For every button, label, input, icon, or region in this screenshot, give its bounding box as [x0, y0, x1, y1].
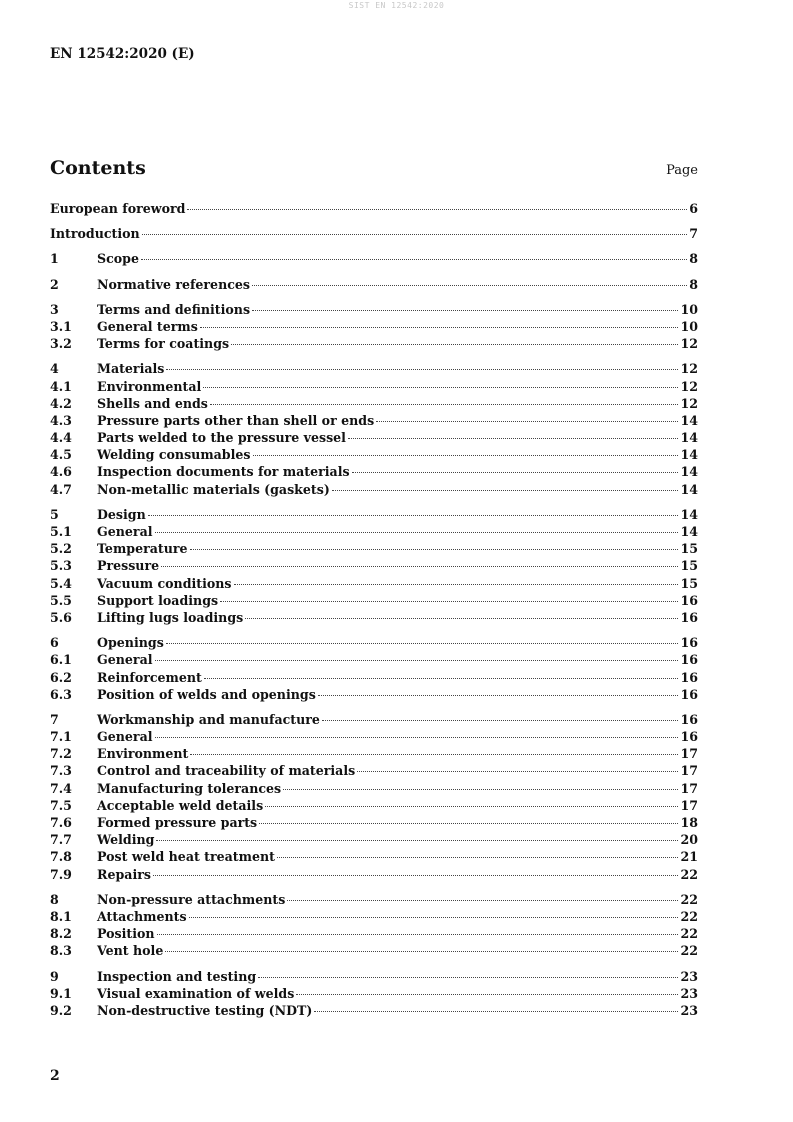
toc-entry-page: 8 — [689, 276, 698, 292]
toc-entry-title: European foreword — [50, 201, 186, 216]
toc-entry[interactable] — [50, 926, 698, 943]
toc-entry-title: Vent hole — [97, 943, 164, 959]
toc-entry[interactable] — [50, 201, 698, 218]
toc-entry-page: 22 — [680, 908, 698, 924]
contents-heading: Contents — [50, 157, 146, 179]
toc-entry-number: 5.1 — [50, 524, 72, 539]
toc-entry-number: 6.3 — [50, 686, 72, 702]
toc-entry-number: 7.2 — [50, 746, 72, 762]
toc-entry-number: 7.1 — [50, 729, 72, 745]
toc-dot-leader — [352, 472, 679, 473]
toc-entry-number: 4.4 — [50, 430, 72, 446]
page-column-label: Page — [666, 163, 698, 178]
toc-entry-title: Scope — [97, 251, 139, 267]
toc-entry-title: Reinforcement — [97, 669, 202, 685]
toc-entry-number: 4.7 — [50, 481, 72, 497]
toc-entry-number: 4.1 — [50, 378, 72, 394]
toc-entry-title: Lifting lugs loadings — [97, 609, 244, 625]
toc-dot-leader — [258, 977, 678, 978]
toc-dot-leader — [283, 789, 678, 790]
toc-dot-leader — [166, 369, 678, 370]
toc-entry-page: 12 — [680, 336, 698, 352]
table-of-contents — [50, 201, 698, 1020]
toc-entry[interactable] — [50, 687, 698, 704]
toc-entry[interactable] — [50, 277, 698, 294]
toc-dot-leader — [314, 1011, 678, 1012]
toc-entry-number: 5.4 — [50, 575, 72, 591]
toc-entry-number: 6 — [50, 635, 59, 651]
toc-entry[interactable] — [50, 558, 698, 575]
toc-dot-leader — [155, 532, 679, 533]
toc-dot-leader — [322, 720, 679, 721]
toc-entry-page: 16 — [680, 669, 698, 685]
toc-entry-number: 5.2 — [50, 541, 72, 557]
toc-entry-number: 9 — [50, 968, 59, 984]
toc-entry-page: 16 — [680, 635, 698, 651]
toc-entry-page: 14 — [680, 464, 698, 480]
toc-entry-number: 8 — [50, 891, 59, 907]
toc-entry-page: 22 — [680, 943, 698, 959]
toc-entry-page: 22 — [680, 866, 698, 882]
toc-entry-page: 22 — [680, 926, 698, 942]
toc-entry-number: 2 — [50, 276, 59, 292]
toc-entry-number: 9.1 — [50, 985, 72, 1001]
toc-dot-leader — [259, 823, 678, 824]
toc-entry-number: 3 — [50, 301, 59, 317]
toc-entry-page: 16 — [680, 711, 698, 727]
toc-entry-number: 8.2 — [50, 926, 72, 942]
toc-entry-title: Post weld heat treatment — [97, 849, 275, 865]
toc-entry-page: 16 — [680, 609, 698, 625]
toc-entry-title: Position of welds and openings — [97, 686, 316, 702]
toc-entry[interactable] — [50, 729, 698, 746]
toc-entry-title: Temperature — [97, 541, 188, 557]
toc-dot-leader — [141, 259, 687, 260]
toc-entry[interactable] — [50, 541, 698, 558]
toc-entry-page: 22 — [680, 891, 698, 907]
toc-entry[interactable] — [50, 1003, 698, 1020]
toc-entry-number: 3.2 — [50, 336, 72, 352]
toc-entry[interactable] — [50, 302, 698, 319]
toc-entry-number: 9.2 — [50, 1002, 72, 1018]
toc-entry-page: 21 — [680, 849, 698, 865]
page-number: 2 — [50, 1068, 60, 1084]
toc-dot-leader — [204, 678, 679, 679]
toc-dot-leader — [296, 994, 678, 995]
toc-entry[interactable] — [50, 986, 698, 1003]
toc-entry-number: 3.1 — [50, 318, 72, 334]
toc-entry[interactable] — [50, 464, 698, 481]
toc-entry-title: Non-destructive testing (NDT) — [97, 1002, 313, 1018]
toc-entry[interactable] — [50, 943, 698, 960]
toc-entry[interactable] — [50, 815, 698, 832]
toc-entry-page: 17 — [680, 797, 698, 813]
toc-entry[interactable] — [50, 379, 698, 396]
toc-dot-leader — [166, 643, 679, 644]
toc-entry-title: Normative references — [97, 276, 251, 292]
toc-dot-leader — [155, 737, 679, 738]
toc-dot-leader — [220, 601, 678, 602]
toc-dot-leader — [142, 234, 688, 235]
toc-entry[interactable] — [50, 781, 698, 798]
toc-entry-title: Visual examination of welds — [97, 985, 295, 1001]
toc-entry-number: 7.7 — [50, 832, 72, 848]
toc-entry-number: 4.6 — [50, 464, 72, 480]
toc-entry-title: Inspection and testing — [97, 968, 257, 984]
toc-entry-page: 17 — [680, 763, 698, 779]
toc-dot-leader — [187, 209, 687, 210]
toc-entry-title: Shells and ends — [97, 395, 208, 411]
toc-entry-title: General — [97, 729, 153, 745]
toc-entry[interactable] — [50, 712, 698, 729]
toc-entry-page: 17 — [680, 780, 698, 796]
toc-entry-number: 8.3 — [50, 943, 72, 959]
toc-entry[interactable] — [50, 909, 698, 926]
toc-entry-page: 12 — [680, 361, 698, 377]
toc-dot-leader — [245, 618, 678, 619]
toc-entry-title: Attachments — [97, 908, 187, 924]
toc-entry-title: Terms for coatings — [97, 336, 230, 352]
toc-entry-title: Position — [97, 926, 155, 942]
toc-entry[interactable] — [50, 652, 698, 669]
toc-entry-title: General terms — [97, 318, 198, 334]
toc-dot-leader — [234, 584, 679, 585]
toc-entry[interactable] — [50, 576, 698, 593]
toc-entry-page: 15 — [680, 541, 698, 557]
toc-entry-number: 7.5 — [50, 797, 72, 813]
toc-entry-page: 16 — [680, 592, 698, 608]
toc-entry-page: 16 — [680, 652, 698, 668]
toc-entry-title: Acceptable weld details — [97, 797, 264, 813]
toc-entry-number: 4.3 — [50, 412, 72, 428]
toc-dot-leader — [265, 806, 678, 807]
toc-entry[interactable] — [50, 746, 698, 763]
toc-entry[interactable] — [50, 251, 698, 268]
toc-entry-page: 16 — [680, 686, 698, 702]
toc-dot-leader — [155, 660, 679, 661]
toc-entry-title: Openings — [97, 635, 164, 651]
document-id: EN 12542:2020 (E) — [50, 46, 195, 62]
toc-entry-page: 23 — [680, 1002, 698, 1018]
toc-entry-title: General — [97, 652, 153, 668]
toc-entry-page: 14 — [680, 524, 698, 539]
toc-entry-page: 10 — [680, 318, 698, 334]
toc-entry[interactable] — [50, 798, 698, 815]
toc-dot-leader — [348, 438, 679, 439]
toc-entry[interactable] — [50, 524, 698, 541]
toc-entry-page: 14 — [680, 506, 698, 522]
toc-entry-title: Manufacturing tolerances — [97, 780, 282, 796]
toc-entry-title: Support loadings — [97, 592, 219, 608]
toc-entry-number: 7.3 — [50, 763, 72, 779]
toc-entry-title: Introduction — [50, 226, 140, 242]
toc-entry[interactable] — [50, 670, 698, 687]
toc-dot-leader — [318, 695, 679, 696]
toc-entry[interactable] — [50, 610, 698, 627]
toc-entry-title: Terms and definitions — [97, 301, 251, 317]
toc-entry-number: 8.1 — [50, 908, 72, 924]
toc-entry-page: 14 — [680, 412, 698, 428]
toc-entry-page: 17 — [680, 746, 698, 762]
toc-entry-page: 23 — [680, 968, 698, 984]
toc-entry-title: Parts welded to the pressure vessel — [97, 430, 346, 446]
toc-dot-leader — [253, 455, 679, 456]
toc-dot-leader — [376, 421, 678, 422]
toc-entry-page: 15 — [680, 575, 698, 591]
toc-entry-title: Inspection documents for materials — [97, 464, 350, 480]
toc-dot-leader — [190, 754, 678, 755]
toc-entry-page: 12 — [680, 395, 698, 411]
toc-entry[interactable] — [50, 635, 698, 652]
toc-entry[interactable] — [50, 507, 698, 524]
toc-dot-leader — [157, 934, 679, 935]
toc-dot-leader — [332, 490, 679, 491]
toc-entry-number: 7.4 — [50, 780, 72, 796]
toc-entry-page: 23 — [680, 985, 698, 1001]
toc-entry-number: 7.9 — [50, 866, 72, 882]
toc-dot-leader — [252, 285, 687, 286]
toc-entry-title: Welding consumables — [97, 447, 251, 463]
toc-entry-page: 14 — [680, 447, 698, 463]
toc-entry-title: Pressure — [97, 558, 160, 574]
watermark: SIST EN 12542:2020 — [348, 1, 445, 10]
toc-entry-number: 4 — [50, 361, 59, 377]
toc-entry-title: Non-pressure attachments — [97, 891, 286, 907]
toc-dot-leader — [277, 857, 679, 858]
toc-entry-page: 10 — [680, 301, 698, 317]
toc-dot-leader — [161, 566, 678, 567]
toc-entry-title: Formed pressure parts — [97, 815, 258, 830]
toc-entry-title: Control and traceability of materials — [97, 763, 356, 779]
toc-entry[interactable] — [50, 336, 698, 353]
toc-entry-number: 4.2 — [50, 395, 72, 411]
toc-entry-title: Welding — [97, 832, 155, 848]
toc-entry[interactable] — [50, 361, 698, 378]
toc-dot-leader — [153, 875, 679, 876]
toc-entry[interactable] — [50, 867, 698, 884]
toc-entry-number: 7.6 — [50, 815, 72, 830]
toc-entry-title: Environmental — [97, 378, 202, 394]
toc-entry-title: Materials — [97, 361, 165, 377]
toc-dot-leader — [357, 771, 678, 772]
toc-entry-page: 14 — [680, 430, 698, 446]
toc-entry-page: 18 — [680, 815, 698, 830]
toc-entry-page: 6 — [689, 201, 698, 216]
toc-entry-number: 5.5 — [50, 592, 72, 608]
toc-dot-leader — [200, 327, 679, 328]
toc-entry-title: Environment — [97, 746, 189, 762]
toc-dot-leader — [203, 387, 678, 388]
toc-entry[interactable] — [50, 226, 698, 243]
toc-dot-leader — [156, 840, 678, 841]
toc-dot-leader — [189, 917, 679, 918]
toc-entry-page: 7 — [689, 226, 698, 242]
toc-entry-page: 20 — [680, 832, 698, 848]
toc-dot-leader — [231, 344, 678, 345]
toc-dot-leader — [252, 310, 678, 311]
toc-entry-page: 14 — [680, 481, 698, 497]
toc-entry-number: 6.1 — [50, 652, 72, 668]
toc-entry-page: 15 — [680, 558, 698, 574]
toc-entry-title: Design — [97, 506, 146, 522]
toc-entry[interactable] — [50, 396, 698, 413]
toc-entry[interactable] — [50, 413, 698, 430]
toc-entry[interactable] — [50, 969, 698, 986]
toc-entry-number: 7.8 — [50, 849, 72, 865]
toc-entry-page: 16 — [680, 729, 698, 745]
toc-entry[interactable] — [50, 849, 698, 866]
toc-entry[interactable] — [50, 832, 698, 849]
toc-dot-leader — [287, 900, 678, 901]
toc-entry-number: 1 — [50, 251, 59, 267]
toc-entry-page: 8 — [689, 251, 698, 267]
toc-entry[interactable] — [50, 319, 698, 336]
toc-entry-title: Workmanship and manufacture — [97, 711, 320, 727]
toc-entry-title: Pressure parts other than shell or ends — [97, 412, 375, 428]
toc-dot-leader — [165, 951, 678, 952]
toc-entry-number: 5 — [50, 506, 59, 522]
toc-entry[interactable] — [50, 447, 698, 464]
toc-entry[interactable] — [50, 763, 698, 780]
toc-entry-title: General — [97, 524, 153, 539]
toc-entry[interactable] — [50, 892, 698, 909]
toc-entry-number: 4.5 — [50, 447, 72, 463]
toc-entry[interactable] — [50, 482, 698, 499]
toc-entry-title: Repairs — [97, 866, 151, 882]
toc-entry-number: 7 — [50, 711, 59, 727]
toc-entry-number: 5.3 — [50, 558, 72, 574]
toc-entry[interactable] — [50, 430, 698, 447]
toc-entry-page: 12 — [680, 378, 698, 394]
toc-entry[interactable] — [50, 593, 698, 610]
toc-entry-title: Vacuum conditions — [97, 575, 232, 591]
toc-dot-leader — [190, 549, 679, 550]
toc-entry-number: 5.6 — [50, 609, 72, 625]
toc-dot-leader — [148, 515, 679, 516]
toc-dot-leader — [210, 404, 679, 405]
toc-entry-number: 6.2 — [50, 669, 72, 685]
toc-entry-title: Non-metallic materials (gaskets) — [97, 481, 330, 497]
